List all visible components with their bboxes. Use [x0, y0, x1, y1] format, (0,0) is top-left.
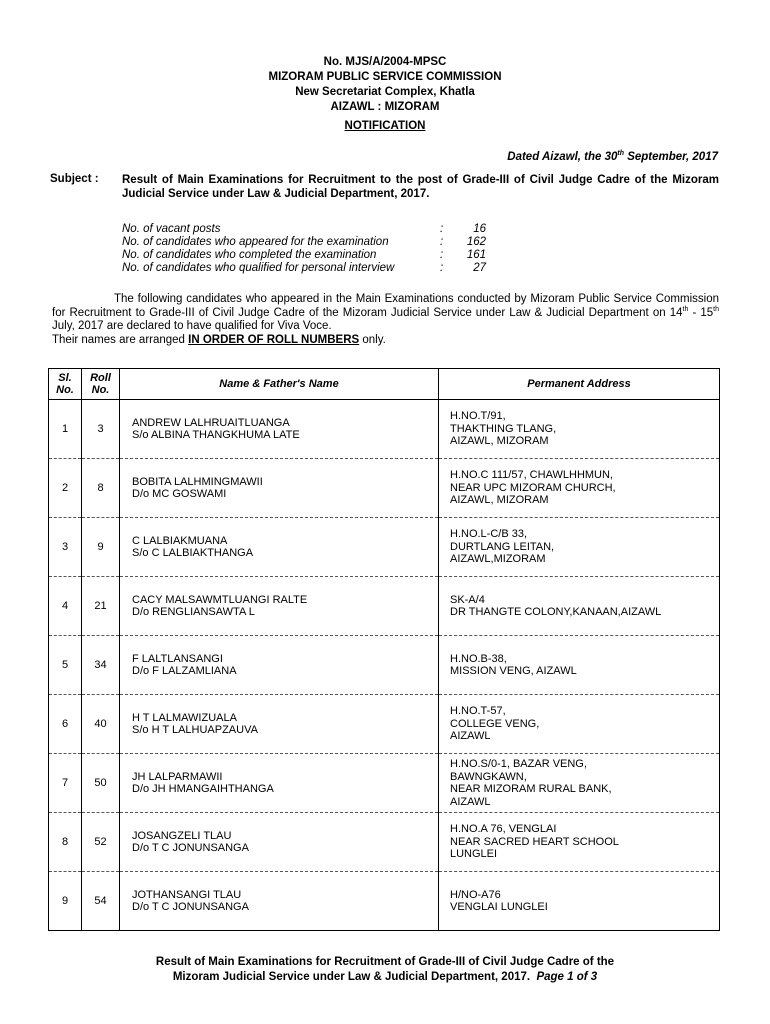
col-header-address: Permanent Address: [439, 369, 720, 400]
stat-colon: :: [440, 249, 444, 261]
table-row: [49, 577, 720, 636]
cell-name: [120, 400, 439, 459]
address-line: H.NO.A 76, VENGLAI: [450, 823, 557, 836]
order-note-prefix: Their names are arranged: [52, 333, 189, 346]
notification-title: NOTIFICATION: [344, 120, 426, 132]
cell-address: [439, 459, 720, 518]
stat-label: No. of candidates who appeared for the examination: [122, 236, 389, 248]
order-note: [52, 334, 719, 348]
father-name: D/o T C JONUNSANGA: [132, 901, 249, 913]
address-line: SK-A/4: [450, 593, 485, 606]
cell-name: [120, 754, 439, 813]
address-line: AIZAWL, MIZORAM: [450, 435, 549, 448]
father-name: S/o H T LALHUAPZAUVA: [132, 724, 258, 736]
address-line: H.NO.T/91,: [450, 410, 506, 423]
organization-city: AIZAWL : MIZORAM: [330, 101, 440, 113]
footer-line-2: [0, 970, 770, 985]
cell-sl-no: 5: [49, 636, 82, 695]
address-line: THAKTHING TLANG,: [450, 422, 557, 435]
subject-text: Result of Main Examinations for Recruitment to the post of Grade-III of Civil Judge Cadre of the Mizoram Judicial Service under Law & Judicial Department, 2017.: [122, 174, 719, 200]
cell-address: [439, 518, 720, 577]
cell-address: [439, 400, 720, 459]
candidate-name: H T LALMAWIZUALA: [132, 711, 237, 724]
stat-colon: :: [440, 262, 444, 274]
cell-roll-no: 40: [82, 695, 120, 754]
stat-row-completed: [122, 249, 492, 262]
table-row: [49, 459, 720, 518]
address-line: COLLEGE VENG,: [450, 717, 540, 730]
candidate-name: JH LALPARMAWII: [132, 770, 223, 783]
cell-name: [120, 577, 439, 636]
dated-sup: th: [617, 150, 625, 158]
table-row: [49, 636, 720, 695]
candidate-name: JOSANGZELI TLAU: [132, 829, 232, 842]
col-header-name: Name & Father's Name: [120, 369, 439, 400]
announcement-part: July, 2017 are declared to have qualified for Viva Voce.: [52, 320, 332, 332]
cell-address: [439, 813, 720, 872]
dated-prefix: Dated Aizawl, the 30: [507, 151, 618, 163]
address-line: H.NO.L-C/B 33,: [450, 528, 528, 541]
address-line: BAWNGKAWN,: [450, 770, 527, 783]
order-note-emphasis: IN ORDER OF ROLL NUMBERS: [188, 333, 360, 346]
table-header-row: [49, 369, 720, 400]
address-line: MISSION VENG, AIZAWL: [450, 665, 577, 677]
announcement-sup: th: [713, 305, 719, 313]
table-row: [49, 872, 720, 931]
address-line: VENGLAI LUNGLEI: [450, 901, 548, 913]
footer-line-1: Result of Main Examinations for Recruitment of Grade-III of Civil Judge Cadre of the: [155, 956, 615, 968]
father-name: D/o T C JONUNSANGA: [132, 842, 249, 854]
cell-address: [439, 872, 720, 931]
cell-roll-no: 54: [82, 872, 120, 931]
stat-colon: :: [440, 223, 444, 235]
cell-roll-no: 9: [82, 518, 120, 577]
stat-label: No. of candidates who completed the examination: [122, 249, 377, 261]
table-row: [49, 813, 720, 872]
cell-roll-no: 50: [82, 754, 120, 813]
cell-sl-no: 7: [49, 754, 82, 813]
exam-statistics: [122, 223, 492, 275]
announcement-text: [52, 293, 719, 334]
table-row: [49, 695, 720, 754]
cell-name: [120, 813, 439, 872]
stat-label: No. of candidates who qualified for personal interview: [122, 262, 395, 274]
reference-number: No. MJS/A/2004-MPSC: [323, 56, 447, 68]
address-line: H/NO-A76: [450, 888, 501, 901]
col-header-sl: Sl. No.: [49, 369, 82, 400]
cell-address: [439, 754, 720, 813]
cell-sl-no: 8: [49, 813, 82, 872]
address-line: H.NO.T-57,: [450, 705, 506, 718]
address-line: AIZAWL: [450, 795, 491, 808]
cell-name: [120, 695, 439, 754]
candidate-name: JOTHANSANGI TLAU: [132, 888, 242, 901]
candidate-name: CACY MALSAWMTLUANGI RALTE: [132, 593, 308, 606]
father-name: D/o F LALZAMLIANA: [132, 665, 237, 677]
cell-address: [439, 695, 720, 754]
address-line: NEAR UPC MIZORAM CHURCH,: [450, 481, 616, 494]
stat-row-vacant: [122, 223, 492, 236]
father-name: D/o RENGLIANSAWTA L: [132, 606, 255, 618]
announcement-part: - 15: [688, 306, 714, 319]
candidate-name: C LALBIAKMUANA: [132, 534, 228, 547]
stat-value: 27: [473, 262, 486, 274]
stat-colon: :: [440, 236, 444, 248]
announcement-sup: th: [682, 305, 689, 313]
cell-sl-no: 9: [49, 872, 82, 931]
footer-line-2-text: Mizoram Judicial Service under Law & Judicial Department, 2017.: [172, 971, 531, 983]
cell-name: [120, 518, 439, 577]
candidate-name: F LALTLANSANGI: [132, 652, 223, 665]
announcement-part: The following candidates who appeared in the Main Examinations conducted by Mizoram Public Service Commission for Recruitment to Grade-III of Civil Judge Cadre of the Mizoram Judicial Service under Law & Judicial Department on 14: [52, 293, 719, 319]
cell-roll-no: 21: [82, 577, 120, 636]
organization-address: New Secretariat Complex, Khatla: [295, 86, 475, 98]
address-line: NEAR SACRED HEART SCHOOL: [450, 835, 619, 848]
cell-sl-no: 6: [49, 695, 82, 754]
subject-label: Subject :: [50, 173, 99, 185]
candidate-name: BOBITA LALHMINGMAWII: [132, 475, 263, 488]
father-name: S/o ALBINA THANGKHUMA LATE: [132, 429, 300, 441]
father-name: D/o JH HMANGAIHTHANGA: [132, 783, 274, 795]
cell-address: [439, 636, 720, 695]
order-note-suffix: only.: [359, 333, 386, 346]
organization-name: MIZORAM PUBLIC SERVICE COMMISSION: [268, 71, 502, 83]
father-name: D/o MC GOSWAMI: [132, 488, 227, 500]
cell-roll-no: 3: [82, 400, 120, 459]
document-header: [0, 55, 770, 115]
address-line: H.NO.C 111/57, CHAWLHHMUN,: [450, 469, 613, 482]
stat-row-appeared: [122, 236, 492, 249]
stat-value: 16: [473, 223, 486, 235]
announcement-paragraph: [52, 293, 719, 347]
address-line: LUNGLEI: [450, 848, 498, 861]
table-row: [49, 400, 720, 459]
cell-name: [120, 459, 439, 518]
father-name: S/o C LALBIAKTHANGA: [132, 547, 254, 559]
stat-value: 161: [466, 249, 486, 261]
stat-row-qualified: [122, 262, 492, 275]
page-footer: [0, 955, 770, 985]
address-line: AIZAWL, MIZORAM: [450, 494, 549, 507]
cell-sl-no: 1: [49, 400, 82, 459]
results-table: [48, 368, 720, 931]
address-line: AIZAWL: [450, 730, 491, 743]
address-line: H.NO.S/0-1, BAZAR VENG,: [450, 758, 587, 770]
stat-value: 162: [466, 236, 486, 248]
cell-roll-no: 8: [82, 459, 120, 518]
cell-sl-no: 4: [49, 577, 82, 636]
cell-roll-no: 34: [82, 636, 120, 695]
table-row: [49, 754, 720, 813]
table-row: [49, 518, 720, 577]
cell-roll-no: 52: [82, 813, 120, 872]
address-line: NEAR MIZORAM RURAL BANK,: [450, 783, 612, 795]
address-line: H.NO.B-38,: [450, 652, 507, 665]
candidate-name: ANDREW LALHRUAITLUANGA: [132, 416, 290, 429]
dated-suffix: September, 2017: [624, 151, 718, 163]
address-line: DR THANGTE COLONY,KANAAN,AIZAWL: [450, 606, 662, 618]
cell-name: [120, 636, 439, 695]
dated-line: [507, 151, 718, 163]
address-line: DURTLANG LEITAN,: [450, 540, 555, 553]
cell-sl-no: 3: [49, 518, 82, 577]
cell-address: [439, 577, 720, 636]
page-number: Page 1 of 3: [536, 971, 598, 983]
stat-label: No. of vacant posts: [122, 223, 221, 235]
address-line: AIZAWL,MIZORAM: [450, 553, 546, 566]
col-header-roll: Roll No.: [82, 369, 120, 400]
cell-name: [120, 872, 439, 931]
cell-sl-no: 2: [49, 459, 82, 518]
